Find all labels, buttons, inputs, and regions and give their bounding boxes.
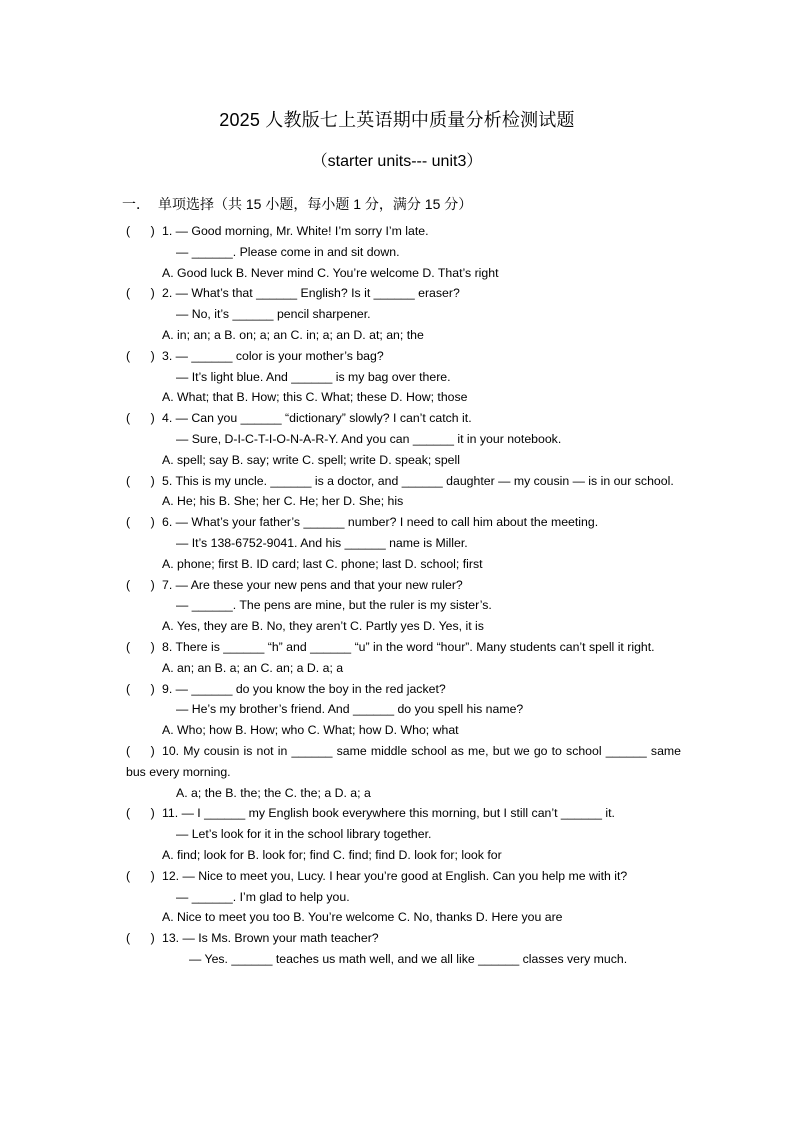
question-options: A. Good luck B. Never mind C. You’re welcome D. That’s right xyxy=(162,265,499,280)
question-options: A. spell; say B. say; write C. spell; write D. speak; spell xyxy=(162,452,460,467)
answer-blank: ( ) xyxy=(126,681,155,696)
question-reply: — Let’s look for it in the school library together. xyxy=(176,827,432,842)
answer-blank: ( ) xyxy=(126,743,155,758)
question-options: A. Who; how B. How; who C. What; how D. Who; what xyxy=(162,723,459,738)
question-list xyxy=(126,221,681,970)
section-heading xyxy=(122,194,472,214)
question-reply: — Yes. ______ teaches us math well, and we all like ______ classes very much. xyxy=(189,951,628,966)
question-stem: 6. — What’s your father’s ______ number? I need to call him about the meeting. xyxy=(162,515,599,530)
answer-blank: ( ) xyxy=(126,473,155,488)
question-reply: — ______. The pens are mine, but the ruler is my sister’s. xyxy=(176,598,492,613)
question-stem: 3. — ______ color is your mother’s bag? xyxy=(162,348,384,363)
answer-blank: ( ) xyxy=(126,868,155,883)
question-2 xyxy=(126,283,681,345)
question-6 xyxy=(126,512,681,574)
page-title: 2025 人教版七上英语期中质量分析检测试题 xyxy=(219,110,575,130)
question-options: A. find; look for B. look for; find C. find; find D. look for; look for xyxy=(162,847,502,862)
question-stem: 10. My cousin is not in ______ same middle school as me, but we go to school ______ same bus every morning. xyxy=(126,743,681,779)
section-title: 单项选择（共 15 小题，每小题 1 分，满分 15 分） xyxy=(158,196,473,212)
question-stem: 12. — Nice to meet you, Lucy. I hear you’re good at English. Can you help me with it? xyxy=(162,868,628,883)
question-7 xyxy=(126,575,681,637)
question-11 xyxy=(126,803,681,865)
question-options: A. an; an B. a; an C. an; a D. a; a xyxy=(162,660,344,675)
answer-blank: ( ) xyxy=(126,577,155,592)
question-reply: — It’s 138-6752-9041. And his ______ name is Miller. xyxy=(176,535,468,550)
question-1 xyxy=(126,221,681,283)
question-options: A. a; the B. the; the C. the; a D. a; a xyxy=(176,785,371,800)
answer-blank: ( ) xyxy=(126,931,155,946)
question-stem: 13. — Is Ms. Brown your math teacher? xyxy=(162,931,379,946)
answer-blank: ( ) xyxy=(126,515,155,530)
page-subtitle: （starter units--- unit3） xyxy=(311,153,483,170)
answer-blank: ( ) xyxy=(126,639,155,654)
question-options: A. Nice to meet you too B. You’re welcome C. No, thanks D. Here you are xyxy=(162,910,563,925)
question-stem: 4. — Can you ______ “dictionary” slowly? I can’t catch it. xyxy=(162,411,472,426)
question-stem: 9. — ______ do you know the boy in the red jacket? xyxy=(162,681,446,696)
question-stem: 5. This is my uncle. ______ is a doctor, and ______ daughter — my cousin — is in our school. xyxy=(162,473,674,488)
question-12 xyxy=(126,866,681,928)
question-stem: 1. — Good morning, Mr. White! I’m sorry I’m late. xyxy=(162,224,429,238)
question-stem: 2. — What’s that ______ English? Is it ______ eraser? xyxy=(162,286,460,301)
answer-blank: ( ) xyxy=(126,348,155,363)
question-reply: — ______. Please come in and sit down. xyxy=(176,244,400,259)
question-reply: — ______. I’m glad to help you. xyxy=(176,889,350,904)
question-reply: — Sure, D-I-C-T-I-O-N-A-R-Y. And you can ______ it in your notebook. xyxy=(176,431,562,446)
question-reply: — He’s my brother’s friend. And ______ do you spell his name? xyxy=(176,702,524,717)
question-options: A. Yes, they are B. No, they aren’t C. Partly yes D. Yes, it is xyxy=(162,619,484,634)
question-3 xyxy=(126,346,681,408)
question-reply: — It’s light blue. And ______ is my bag over there. xyxy=(176,369,451,384)
question-13 xyxy=(126,928,681,970)
question-options: A. phone; first B. ID card; last C. phone; last D. school; first xyxy=(162,556,483,571)
question-5 xyxy=(126,471,681,513)
question-4 xyxy=(126,408,681,470)
question-stem: 8. There is ______ “h” and ______ “u” in the word “hour”. Many students can’t spell it right. xyxy=(162,639,655,654)
question-options: A. He; his B. She; her C. He; her D. She; his xyxy=(162,494,404,509)
question-10 xyxy=(126,741,681,803)
question-stem: 11. — I ______ my English book everywhere this morning, but I still can’t ______ it. xyxy=(162,806,615,821)
section-number: 一． xyxy=(122,196,150,212)
question-stem: 7. — Are these your new pens and that your new ruler? xyxy=(162,577,463,592)
question-reply: — No, it’s ______ pencil sharpener. xyxy=(176,307,371,322)
answer-blank: ( ) xyxy=(126,411,155,426)
answer-blank: ( ) xyxy=(126,224,155,238)
question-9 xyxy=(126,679,681,741)
answer-blank: ( ) xyxy=(126,286,155,301)
question-8 xyxy=(126,637,681,679)
answer-blank: ( ) xyxy=(126,806,155,821)
question-options: A. What; that B. How; this C. What; these D. How; those xyxy=(162,390,468,405)
question-options: A. in; an; a B. on; a; an C. in; a; an D. at; an; the xyxy=(162,327,424,342)
